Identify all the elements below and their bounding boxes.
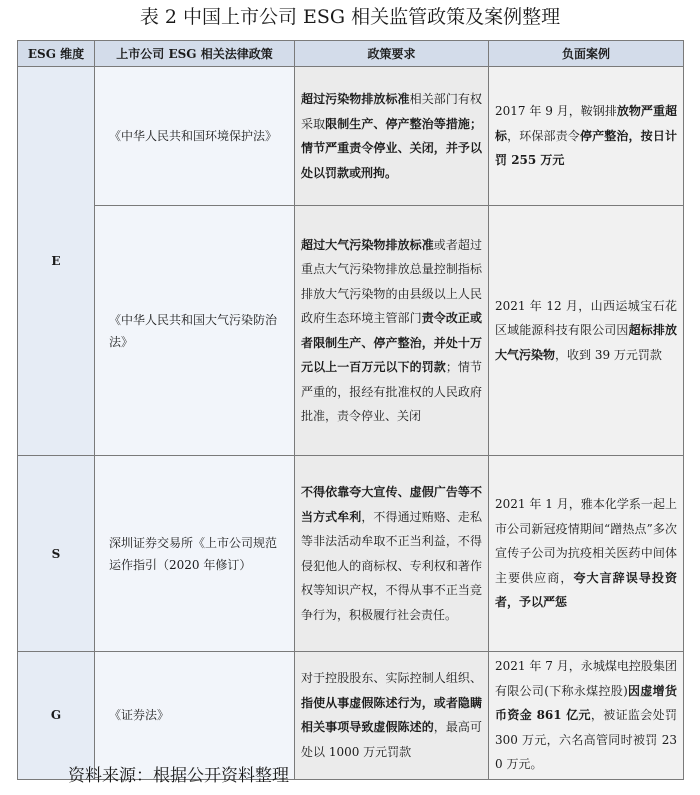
dimension-cell: E [18,67,95,456]
bold-text-segment: 放物严重超标 [495,104,677,143]
bold-text-segment: ；情节严重责令停业、关闭，并予以处以罚款或刑拘。 [301,116,482,180]
text-segment: ，不得通过贿赂、走私等非法活动牟取不正当利益，不得侵犯他人的商标权、专利权和著作权等知识产权，不得从事不正当竞争行为，积极履行社会责任。 [301,509,482,622]
bold-text-segment: 限制生产、停产整治等措施 [325,116,470,131]
header-policy-requirement: 政策要求 [295,41,489,67]
bold-text-segment: 255 万元 [511,153,565,168]
text-segment: 2021 年 12 月，山西运城宝石花区域能源科技有限公司因 [495,298,677,338]
requirement-cell [295,456,489,652]
requirement-cell [295,652,489,780]
table-row [18,67,684,206]
case-cell [489,456,684,652]
dimension-cell: G [18,652,95,780]
bold-text-segment: 不得依靠夸大宣传、虚假广告等不当方式牟利 [301,485,482,524]
bold-text-segment: 超过污染物排放标准 [301,92,410,106]
text-segment: ，被证监会处罚 300 万元，六名高管同时被罚 230 万元。 [495,708,677,771]
dimension-cell: S [18,456,95,652]
law-cell: 《证券法》 [95,652,295,780]
source-note: 资料来源：根据公开资料整理 [68,766,289,786]
header-negative-case: 负面案例 [489,41,684,67]
text-segment: 2021 年 1 月，雅本化学系一起上市公司新冠疫情期间“蹭热点”多次宣传子公司为抗疫相关医药中间体主要供应商， [495,497,677,585]
bold-text-segment: 夸大言辞误导投资者，予以严惩 [495,570,677,610]
case-cell [489,67,684,206]
text-segment: 2017 年 9 月，鞍钢排 [495,104,617,119]
esg-policy-table [17,40,684,780]
text-segment: 或者超过重点大气污染物排放总量控制指标排放大气污染物的由县级以上人民政府生态环境主管部门 [301,237,482,325]
law-cell: 《中华人民共和国大气污染防治法》 [95,206,295,456]
bold-text-segment: 指使从事虚假陈述行为，或者隐瞒相关事项导致虚假陈述的 [301,695,482,735]
bold-text-segment: 因虚增货币资金 861 亿元 [495,683,677,722]
text-segment: ，最高可处以 1000 万元罚款 [301,720,482,759]
law-cell: 深圳证券交易所《上市公司规范运作指引（2020 年修订） [95,456,295,652]
case-cell [489,652,684,780]
table-row [18,652,684,780]
law-cell: 《中华人民共和国环境保护法》 [95,67,295,206]
bold-text-segment: 停产整治 [579,128,629,143]
text-segment: 对于控股股东、实际控制人组织、 [301,671,482,686]
table-row [18,456,684,652]
text-segment: ，环保部责令 [507,128,580,143]
bold-text-segment: 责令改正或者限制生产、停产整治，并处十万元以上一百万元以下的罚款 [301,311,482,374]
text-segment: ，收到 39 万元罚款 [555,347,662,362]
requirement-cell [295,67,489,206]
bold-text-segment: ，按日计罚 [495,128,677,168]
text-segment: 相关部门有权采取 [301,92,482,131]
table-header-row [18,41,684,67]
bold-text-segment: 超过大气污染物排放标准 [301,237,434,252]
case-cell [489,206,684,456]
text-segment: ；情节严重的，报经有批准权的人民政府批准，责令停业、关闭 [301,360,482,423]
requirement-cell [295,206,489,456]
bold-text-segment: 超标排放大气污染物 [495,323,677,362]
header-law-policy: 上市公司 ESG 相关法律政策 [95,41,295,67]
table-title: 表 2 中国上市公司 ESG 相关监管政策及案例整理 [139,6,561,28]
header-esg-dimension: ESG 维度 [18,41,95,67]
table-row [18,206,684,456]
text-segment: 2021 年 7 月，永城煤电控股集团有限公司(下称永煤控股) [495,659,677,698]
